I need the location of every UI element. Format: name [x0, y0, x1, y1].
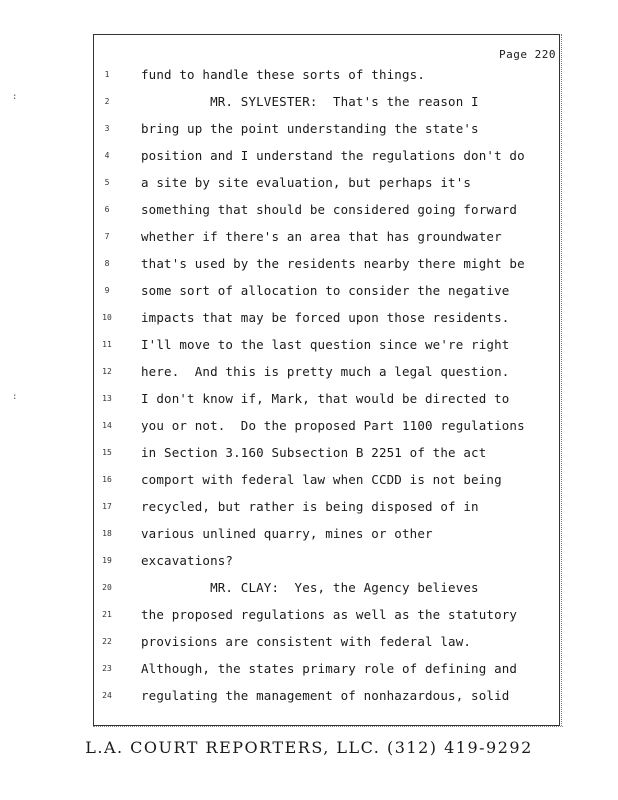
line-number: 7 — [104, 232, 110, 241]
line-number: 21 — [102, 610, 112, 619]
line-number: 18 — [102, 529, 112, 538]
transcript-line: that's used by the residents nearby there might be — [141, 256, 525, 271]
line-number: 14 — [102, 421, 112, 430]
transcript-line: I don't know if, Mark, that would be directed to — [141, 391, 510, 406]
line-number: 16 — [102, 475, 112, 484]
transcript-line: various unlined quarry, mines or other — [141, 526, 433, 541]
transcript-line: something that should be considered going forward — [141, 202, 518, 217]
transcript-line: whether if there's an area that has groundwater — [141, 229, 502, 244]
transcript-line: here. And this is pretty much a legal question. — [141, 364, 510, 379]
transcript-line: position and I understand the regulations don't do — [141, 148, 525, 163]
margin-mark: : — [12, 392, 18, 402]
transcript-line: provisions are consistent with federal law. — [141, 634, 472, 649]
transcript-line: impacts that may be forced upon those residents. — [141, 310, 510, 325]
line-number: 2 — [104, 97, 110, 106]
line-number: 23 — [102, 664, 112, 673]
transcript-line: recycled, but rather is being disposed of in — [141, 499, 479, 514]
line-number: 22 — [102, 637, 112, 646]
line-number: 10 — [102, 313, 112, 322]
transcript-line: Although, the states primary role of defining and — [141, 661, 518, 676]
transcript-line: a site by site evaluation, but perhaps it's — [141, 175, 472, 190]
transcript-line: regulating the management of nonhazardous, solid — [141, 688, 510, 703]
transcript-line: some sort of allocation to consider the negative — [141, 283, 510, 298]
transcript-line: in Section 3.160 Subsection B 2251 of the act — [141, 445, 487, 460]
line-number: 12 — [102, 367, 112, 376]
line-number: 9 — [104, 286, 110, 295]
transcript-line: bring up the point understanding the state's — [141, 121, 479, 136]
line-number: 1 — [104, 70, 110, 79]
transcript-line: excavations? — [141, 553, 234, 568]
line-number: 19 — [102, 556, 112, 565]
line-number: 6 — [104, 205, 110, 214]
page-number: Page 220 — [499, 48, 556, 61]
line-number: 8 — [104, 259, 110, 268]
line-number: 13 — [102, 394, 112, 403]
margin-mark: : — [12, 92, 18, 102]
frame-bottom-edge — [93, 726, 563, 730]
footer-reporter: L.A. COURT REPORTERS, LLC. (312) 419-9292 — [85, 738, 533, 757]
line-number: 15 — [102, 448, 112, 457]
line-number: 4 — [104, 151, 110, 160]
transcript-line: MR. SYLVESTER: That's the reason I — [141, 94, 479, 109]
frame-edge — [561, 34, 564, 726]
line-number: 3 — [104, 124, 110, 133]
page-frame — [93, 34, 560, 726]
line-number: 5 — [104, 178, 110, 187]
transcript-line: I'll move to the last question since we're right — [141, 337, 510, 352]
transcript-line: MR. CLAY: Yes, the Agency believes — [141, 580, 479, 595]
line-number: 24 — [102, 691, 112, 700]
transcript-line: the proposed regulations as well as the statutory — [141, 607, 518, 622]
transcript-line: you or not. Do the proposed Part 1100 regulations — [141, 418, 525, 433]
line-number: 11 — [102, 340, 112, 349]
transcript-line: comport with federal law when CCDD is not being — [141, 472, 502, 487]
line-number: 17 — [102, 502, 112, 511]
transcript-line: fund to handle these sorts of things. — [141, 67, 425, 82]
line-number: 20 — [102, 583, 112, 592]
